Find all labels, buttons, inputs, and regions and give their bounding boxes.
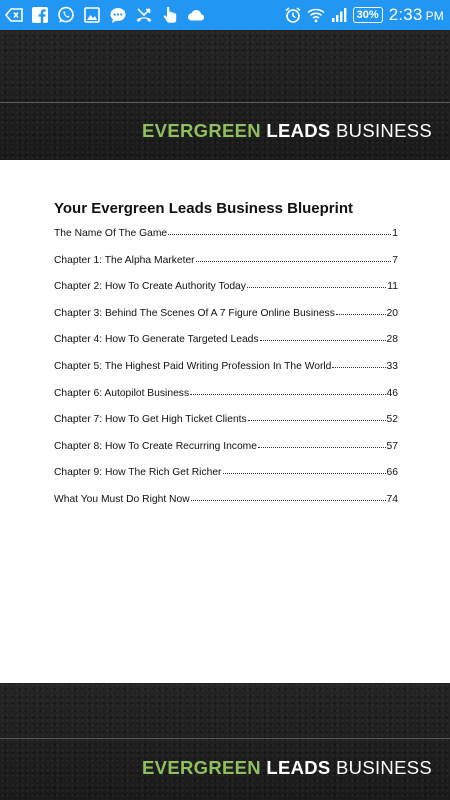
toc-dot-leader [260,340,386,341]
clock-ampm: PM [425,9,444,23]
toc-entry[interactable] [54,361,398,388]
toc-dot-leader [247,287,386,288]
toc-entry-page: 52 [386,414,398,426]
toc-entry[interactable] [54,281,398,308]
brand-title-header [142,120,432,142]
missed-call-icon [135,6,153,24]
toc-entry[interactable] [54,494,398,521]
toc-entry[interactable] [54,441,398,468]
toc-entry[interactable] [54,308,398,335]
toc-entry-label: Chapter 7: How To Get High Ticket Clients [54,414,247,426]
brand-word-leads: LEADS [266,757,331,778]
toc-entry-page: 1 [392,228,398,239]
document-title: Your Evergreen Leads Business Blueprint [54,200,353,217]
toc-entry-page: 66 [386,467,398,479]
signal-icon [330,6,348,24]
table-of-contents [54,228,398,521]
toc-entry-page: 7 [392,254,398,266]
clock [389,5,444,25]
footer-divider [0,738,450,739]
toc-entry[interactable] [54,228,398,255]
toc-entry-label: Chapter 5: The Highest Paid Writing Profession In The World [54,360,332,372]
toc-entry[interactable] [54,467,398,494]
toc-dot-leader [332,367,385,368]
toc-entry[interactable] [54,388,398,415]
toc-entry[interactable] [54,414,398,441]
toc-entry-label: Chapter 6: Autopilot Business [54,387,190,399]
toc-dot-leader [190,394,385,395]
header-divider [0,102,450,103]
toc-entry-label: What You Must Do Right Now [54,493,190,505]
battery-indicator: 30% [353,7,383,23]
toc-dot-leader [196,261,392,262]
facebook-icon [31,6,49,24]
footer-band [0,683,450,800]
header-band [0,30,450,160]
toc-entry[interactable] [54,255,398,282]
toc-entry-page: 28 [386,334,398,346]
back-arrow-icon [5,6,23,24]
toc-dot-leader [248,420,386,421]
brand-title-footer [142,757,432,779]
toc-entry-label: Chapter 8: How To Create Recurring Income [54,440,257,452]
gallery-icon [83,6,101,24]
toc-dot-leader [258,447,386,448]
toc-entry-label: Chapter 2: How To Create Authority Today [54,281,246,293]
brand-word-evergreen: EVERGREEN [142,757,261,778]
wifi-icon [307,6,325,24]
status-bar [0,0,450,30]
cloud-icon [187,6,205,24]
toc-dot-leader [168,234,391,235]
toc-entry-page: 20 [386,307,398,319]
toc-entry-label: Chapter 9: How The Rich Get Richer [54,467,222,479]
toc-entry-page: 33 [386,360,398,372]
brand-word-leads: LEADS [266,120,331,141]
toc-dot-leader [336,314,386,315]
brand-word-evergreen: EVERGREEN [142,120,261,141]
toc-dot-leader [223,473,386,474]
notification-icons [5,6,213,24]
clock-time: 2:33 [388,5,423,24]
toc-entry-page: 11 [387,281,398,293]
system-indicators [284,5,444,25]
document-page [54,200,398,521]
hand-pointer-icon [161,6,179,24]
whatsapp-icon [57,6,75,24]
toc-entry[interactable] [54,334,398,361]
brand-word-business: BUSINESS [336,120,432,141]
toc-entry-label: Chapter 3: Behind The Scenes Of A 7 Figure Online Business [54,307,335,319]
chat-bubble-icon [109,6,127,24]
brand-word-business: BUSINESS [336,757,432,778]
toc-dot-leader [191,500,386,501]
toc-entry-label: Chapter 1: The Alpha Marketer [54,254,195,266]
toc-entry-page: 46 [386,387,398,399]
alarm-icon [284,6,302,24]
toc-entry-label: The Name Of The Game [54,228,168,239]
toc-entry-page: 74 [386,493,398,505]
toc-entry-label: Chapter 4: How To Generate Targeted Leads [54,334,259,346]
toc-entry-page: 57 [386,440,398,452]
